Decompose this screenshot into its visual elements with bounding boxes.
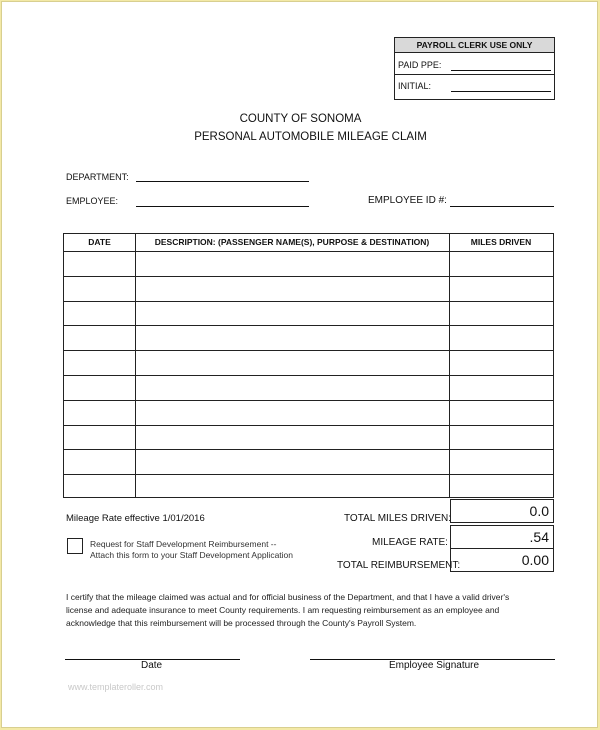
certification-line: acknowledge that this reimbursement will be processed through the County's Payroll System. [66, 618, 417, 628]
initial-field[interactable] [451, 91, 551, 92]
department-label: DEPARTMENT: [66, 172, 129, 182]
col-header-date: DATE [88, 237, 111, 247]
form-title: PERSONAL AUTOMOBILE MILEAGE CLAIM [194, 131, 427, 143]
col-divider [449, 234, 450, 497]
table-row[interactable] [64, 474, 553, 475]
initial-label: INITIAL: [398, 81, 432, 91]
table-row[interactable] [64, 251, 553, 252]
table-row[interactable] [64, 425, 553, 426]
certification-text [66, 591, 556, 630]
table-row[interactable] [64, 325, 553, 326]
table-row[interactable] [64, 301, 553, 302]
payroll-clerk-box [394, 37, 555, 100]
total-reimbursement-label: TOTAL REIMBURSEMENT: [337, 560, 461, 571]
watermark-text: www.templateroller.com [68, 682, 164, 692]
mileage-log-table [63, 233, 554, 498]
total-miles-value[interactable]: 0.0 [450, 499, 554, 523]
mileage-rate-value[interactable]: .54 [450, 525, 554, 549]
payroll-header: PAYROLL CLERK USE ONLY [395, 38, 554, 53]
staff-development-checkbox[interactable] [67, 538, 83, 554]
certification-line: license and adequate insurance to meet County requirements. I am requesting reimbursement as an employee and [66, 605, 500, 615]
employee-id-field[interactable] [450, 206, 554, 207]
form-page [1, 1, 598, 728]
employee-label: EMPLOYEE: [66, 196, 119, 206]
table-row[interactable] [64, 276, 553, 277]
col-header-description: DESCRIPTION: (PASSENGER NAME(S), PURPOSE & DESTINATION) [154, 237, 430, 247]
total-reimbursement-value[interactable]: 0.00 [450, 548, 554, 572]
employee-field[interactable] [136, 206, 309, 207]
employee-id-label: EMPLOYEE ID #: [368, 195, 447, 206]
col-header-miles: MILES DRIVEN [470, 237, 532, 247]
checkbox-label-line1: Request for Staff Development Reimbursement -- [90, 539, 277, 549]
payroll-divider [395, 74, 554, 75]
paid-ppe-field[interactable] [451, 70, 551, 71]
table-row[interactable] [64, 375, 553, 376]
mileage-rate-label: MILEAGE RATE: [372, 537, 448, 548]
department-field[interactable] [136, 181, 309, 182]
table-row[interactable] [64, 350, 553, 351]
checkbox-label-line2: Attach this form to your Staff Development Application [90, 550, 294, 560]
certification-line: I certify that the mileage claimed was actual and for official business of the Department, and that I have a valid driver's [66, 592, 510, 602]
total-miles-label: TOTAL MILES DRIVEN: [344, 513, 452, 524]
table-row[interactable] [64, 449, 553, 450]
col-divider [135, 234, 136, 497]
signature-label: Employee Signature [389, 660, 480, 671]
paid-ppe-label: PAID PPE: [398, 60, 442, 70]
county-title: COUNTY OF SONOMA [239, 113, 362, 125]
date-label: Date [141, 660, 163, 671]
mileage-rate-note: Mileage Rate effective 1/01/2016 [66, 513, 205, 524]
table-row[interactable] [64, 400, 553, 401]
